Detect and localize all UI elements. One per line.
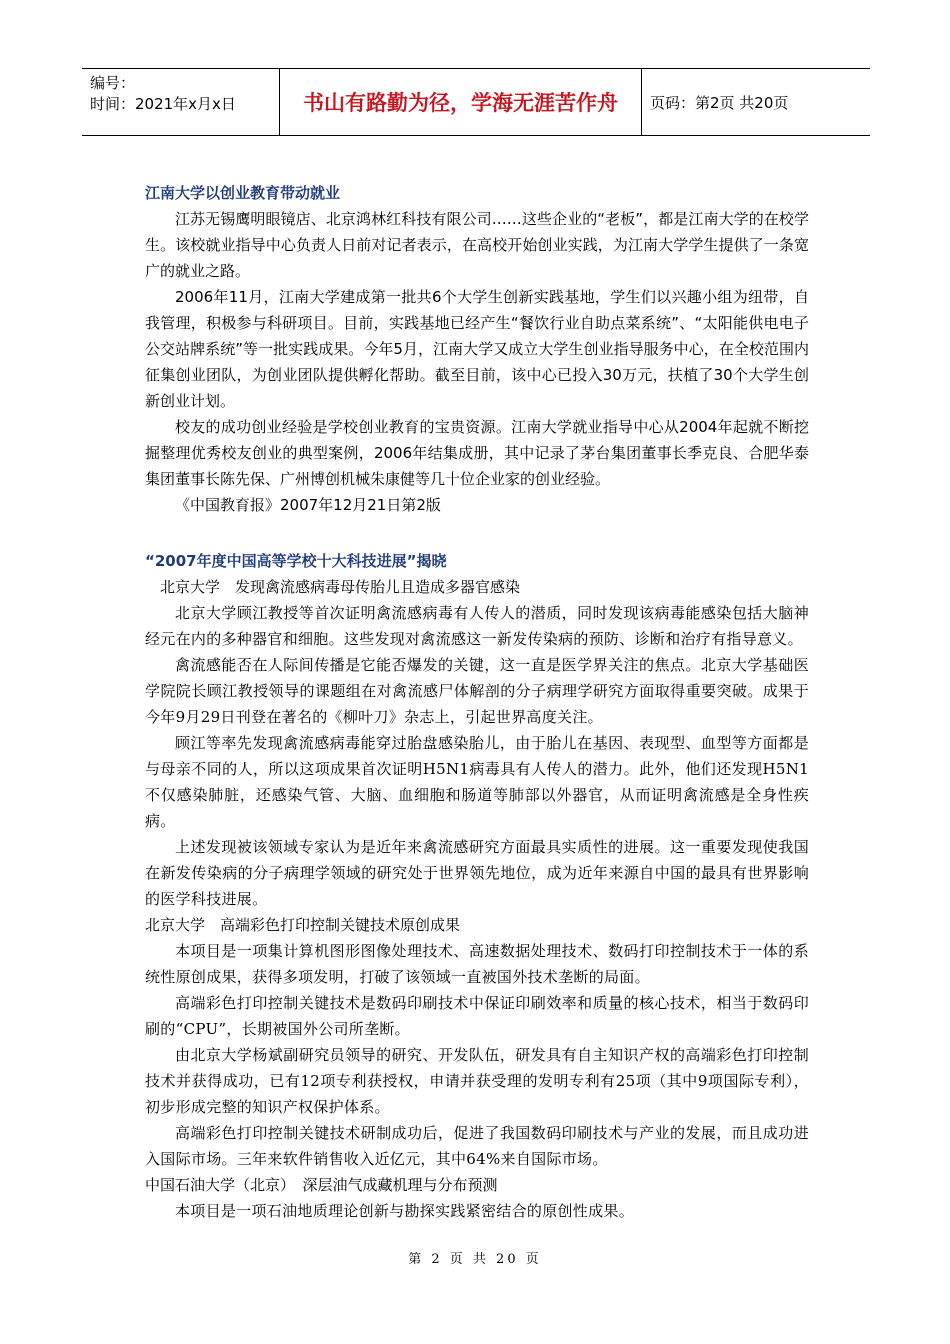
- article1-paragraph: 江苏无锡鹰明眼镜店、北京鸿林红科技有限公司……这些企业的“老板”，都是江南大学的在校学生。该校就业指导中心负责人日前对记者表示，在高校开始创业实践，为江南大学学生提供了一条宽广的就业之路。: [145, 210, 809, 280]
- article2-title: “2007年度中国高等学校十大科技进展”揭晓: [145, 552, 447, 570]
- section2-paragraph: 本项目是一项集计算机图形图像处理技术、高速数据处理技术、数码打印控制技术于一体的系统性原创成果，获得多项发明，打破了该领域一直被国外技术垄断的局面。: [145, 942, 809, 986]
- date-label: 时间：2021年x月x日: [90, 95, 236, 113]
- page-footer: 第 2 页 共 20 页: [408, 1252, 542, 1267]
- article1-paragraph: 校友的成功创业经验是学校创业教育的宝贵资源。江南大学就业指导中心从2004年起就不断挖掘整理优秀校友创业的典型案例，2006年结集成册，其中记录了茅台集团董事长季克良、合肥华泰集团董事长陈先保、广州博创机械朱康健等几十位企业家的创业经验。: [145, 418, 809, 488]
- section1-paragraph: 北京大学顾江教授等首次证明禽流感病毒有人传人的潜质，同时发现该病毒能感染包括大脑神经元在内的多种器官和细胞。这些发现对禽流感这一新发传染病的预防、诊断和治疗有指导意义。: [145, 604, 809, 648]
- section2-paragraph: 高端彩色打印控制关键技术研制成功后，促进了我国数码印刷技术与产业的发展，而且成功进入国际市场。三年来软件销售收入近亿元，其中64%来自国际市场。: [145, 1124, 809, 1168]
- section3-paragraph: 本项目是一项石油地质理论创新与勘探实践紧密结合的原创性成果。: [175, 1202, 635, 1220]
- section2-paragraph: 高端彩色打印控制关键技术是数码印刷技术中保证印刷效率和质量的核心技术，相当于数码印刷的“CPU”，长期被国外公司所垄断。: [145, 994, 809, 1038]
- header-motto: 书山有路勤为径，学海无涯苦作舟: [280, 69, 642, 135]
- article1-paragraph: 2006年11月，江南大学建成第一批共6个大学生创新实践基地，学生们以兴趣小组为纽带，自我管理，积极参与科研项目。目前，实践基地已经产生“餐饮行业自助点菜系统”、“太阳能供电电子公交站牌系统”等一批实践成果。今年5月，江南大学又成立大学生创业指导服务中心，在全校范围内征集创业团队，为创业团队提供孵化帮助。截至目前，该中心已投入30万元，扶植了30个大学生创新创业计划。: [145, 288, 809, 410]
- header-meta: [82, 69, 280, 135]
- document-body: [145, 180, 809, 1224]
- header-page-label: 页码：第2页 共20页: [650, 93, 789, 112]
- serial-label: 编号：: [90, 74, 136, 92]
- section1-paragraph: 顾江等率先发现禽流感病毒能穿过胎盘感染胎儿，由于胎儿在基因、表现型、血型等方面都是与母亲不同的人，所以这项成果首次证明H5N1病毒具有人传人的潜力。此外，他们还发现H5N1不仅感染肺脏，还感染气管、大脑、血细胞和肠道等肺部以外器官，从而证明禽流感是全身性疾病。: [145, 734, 809, 830]
- section1-paragraph: 禽流感能否在人际间传播是它能否爆发的关键，这一直是医学界关注的焦点。北京大学基础医学院院长顾江教授领导的课题组在对禽流感尸体解剖的分子病理学研究方面取得重要突破。成果于今年9月29日刊登在著名的《柳叶刀》杂志上，引起世界高度关注。: [145, 656, 809, 726]
- section1-paragraph: 上述发现被该领域专家认为是近年来禽流感研究方面最具实质性的进展。这一重要发现使我国在新发传染病的分子病理学领域的研究处于世界领先地位，成为近年来源自中国的最具有世界影响的医学科技进展。: [145, 838, 809, 908]
- section2-paragraph: 由北京大学杨斌副研究员领导的研究、开发队伍，研发具有自主知识产权的高端彩色打印控制技术并获得成功，已有12项专利获授权，申请并获受理的发明专利有25项（其中9项国际专利），初步形成完整的知识产权保护体系。: [145, 1046, 809, 1116]
- article1-source: 《中国教育报》2007年12月21日第2版: [175, 496, 441, 514]
- section1-heading: 北京大学 发现禽流感病毒母传胎儿且造成多器官感染: [160, 578, 521, 596]
- article1-title: 江南大学以创业教育带动就业: [145, 184, 341, 202]
- section2-heading: 北京大学 高端彩色打印控制关键技术原创成果: [145, 916, 461, 934]
- page-header: [82, 68, 870, 136]
- section3-heading: 中国石油大学（北京） 深层油气成藏机理与分布预测: [145, 1176, 498, 1194]
